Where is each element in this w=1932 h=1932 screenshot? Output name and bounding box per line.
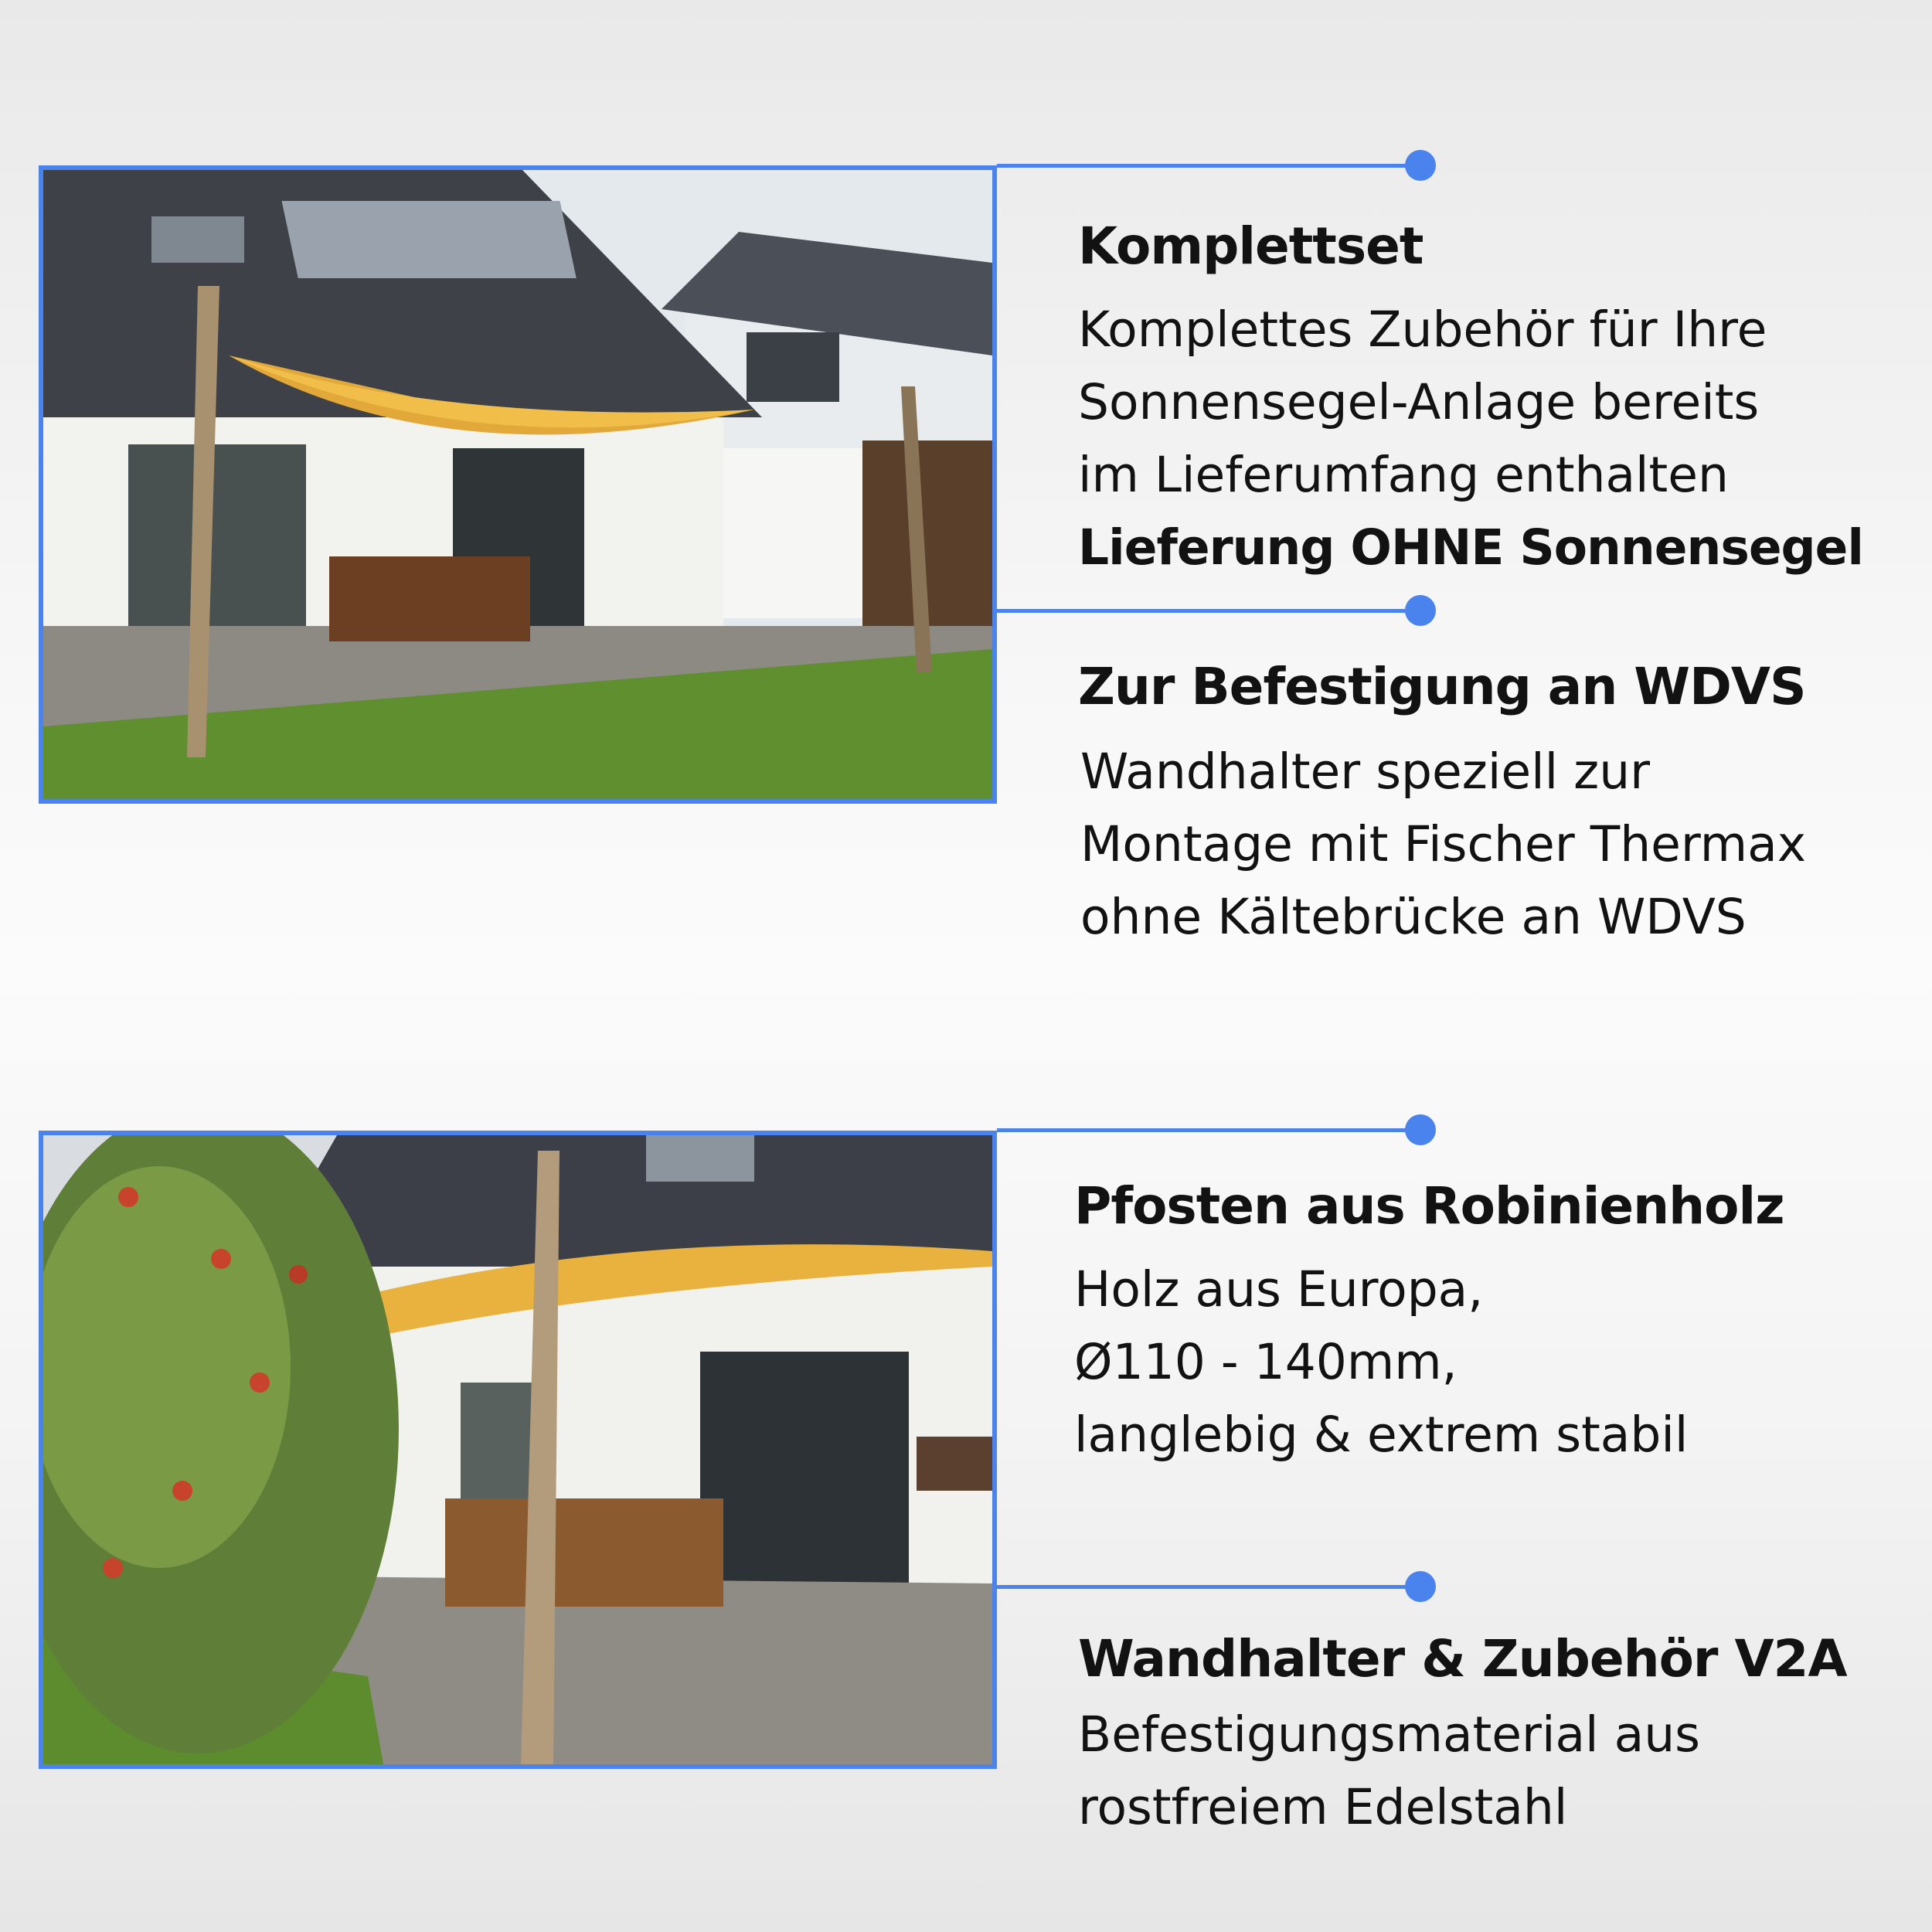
feature-description-wdvs [1080, 736, 1806, 954]
description-line: Komplettes Zubehör für Ihre [1078, 301, 1767, 358]
connector-line-3 [997, 1128, 1422, 1132]
connector-dot-1 [1405, 150, 1436, 181]
description-line: im Lieferumfang enthalten [1078, 447, 1729, 503]
connector-dot-2 [1405, 595, 1436, 626]
connector-dot-4 [1405, 1571, 1436, 1602]
description-line: rostfreiem Edelstahl [1078, 1779, 1568, 1835]
connector-line-4 [997, 1585, 1422, 1589]
feature-title-v2a: Wandhalter & Zubehör V2A [1078, 1629, 1847, 1689]
feature-title-robinienholz: Pfosten aus Robinienholz [1074, 1176, 1784, 1236]
delivery-note: Lieferung OHNE Sonnensegel [1078, 519, 1863, 576]
description-line: ohne Kältebrücke an WDVS [1080, 889, 1747, 945]
feature-description-v2a [1078, 1699, 1700, 1844]
feature-title-komplettset: Komplettset [1078, 216, 1423, 276]
description-line: Befestigungsmaterial aus [1078, 1706, 1700, 1763]
description-line: Sonnensegel-Anlage bereits [1078, 374, 1760, 430]
connector-dot-3 [1405, 1114, 1436, 1145]
description-line: Ø110 - 140mm, [1074, 1334, 1458, 1390]
description-line: Montage mit Fischer Thermax [1080, 816, 1806, 872]
connector-line-1 [997, 164, 1422, 168]
feature-description-komplettset [1078, 294, 1863, 584]
description-line: Wandhalter speziell zur [1080, 743, 1651, 800]
description-line: Holz aus Europa, [1074, 1261, 1484, 1318]
house-terrace-photo [39, 165, 997, 804]
connector-line-2 [997, 609, 1422, 613]
feature-description-robinienholz [1074, 1253, 1688, 1471]
description-line: langlebig & extrem stabil [1074, 1406, 1689, 1463]
feature-title-wdvs: Zur Befestigung an WDVS [1078, 657, 1806, 716]
terrace-apple-tree-photo [39, 1131, 997, 1769]
